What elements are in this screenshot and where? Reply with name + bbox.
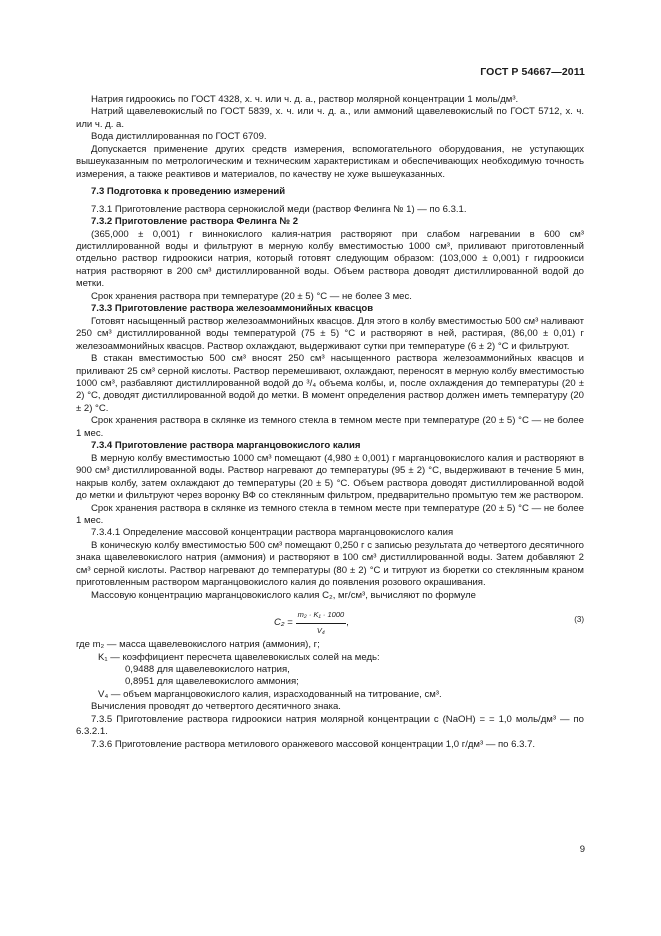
paragraph: Натрий щавелевокислый по ГОСТ 5839, х. ч. или ч. д. а., или аммоний щавелевокислый по ГОСТ 5712, х. ч. или ч. д. а.	[76, 106, 584, 130]
definition-value: 0,8951 для щавелевокислого аммония;	[125, 676, 299, 688]
formula-trail: ,	[346, 616, 349, 628]
paragraph: В коническую колбу вместимостью 500 см³ помещают 0,250 г с записью результата до четвертого десятичного знака щавелевокислого натрия (аммония) и растворяют в 100 см³ дистиллированной воды. Затем добавляют 2 см³ серной кислоты. Раствор нагревают до температуры (80 ± 2) °С и титруют из бюретки со стеклянным краном приготовленным раствором марганцовокислого калия до появления розового окрашивания.	[76, 539, 584, 589]
section-heading-7-3-3: 7.3.3 Приготовление раствора железоаммонийных квасцов	[91, 303, 374, 315]
paragraph: Срок хранения раствора при температуре (20 ± 5) °С — не более 3 мес.	[91, 290, 412, 302]
formula-3	[76, 606, 584, 636]
definition: где m₂ — масса щавелевокислого натрия (аммония), г;	[76, 639, 320, 651]
definition: K₁ — коэффициент пересчета щавелевокислых солей на медь:	[98, 651, 380, 663]
paragraph: (365,000 ± 0,001) г виннокислого калия-натрия растворяют при слабом нагревании в 600 см³ дистиллированной воды и фильтруют в мерную колбу вместимостью 1000 см³, приливают приготовленный отдельно раствор гидроокиси натрия, который готовят следующим образом: (103,000 ± 0,001) г гидроокиси натрия растворяют в 200 см³ дистиллированной воды. Объем раствора доводят дистиллированной водой до метки.	[76, 228, 584, 290]
paragraph: Вода дистиллированная по ГОСТ 6709.	[91, 131, 267, 143]
formula-numerator: m₂ · K₁ · 1000	[296, 609, 347, 623]
paragraph: 7.3.6 Приготовление раствора метилового оранжевого массовой концентрации 1,0 г/дм³ — по 6.3.7.	[91, 738, 536, 750]
paragraph: Готовят насыщенный раствор железоаммонийных квасцов. Для этого в колбу вместимостью 500 см³ наливают 250 см³ дистиллированной воды температурой (75 ± 5) °С и растворяют в ней, растирая, (86,00 ± 0,01) г железоаммонийных квасцов. Раствор охлаждают, выдерживают сутки при температуре (6 ± 2) °С и фильтруют.	[76, 315, 584, 352]
document-body	[76, 94, 584, 751]
paragraph: Натрия гидроокись по ГОСТ 4328, х. ч. или ч. д. а., раствор молярной концентрации 1 моль/дм³.	[91, 94, 519, 105]
formula-denominator: V₄	[316, 625, 325, 635]
page-number: 9	[579, 844, 585, 855]
section-heading-7-3-4: 7.3.4 Приготовление раствора марганцовокислого калия	[91, 440, 361, 452]
paragraph: Срок хранения раствора в склянке из темного стекла в темном месте при температуре (20 ± 5) °С — не более 1 мес.	[76, 502, 584, 526]
formula-lhs: C₂ =	[274, 616, 293, 628]
definition-value: 0,9488 для щавелевокислого натрия,	[125, 664, 290, 676]
formula-expression	[274, 609, 349, 637]
formula-number: (3)	[574, 615, 584, 625]
paragraph: В стакан вместимостью 500 см³ вносят 250 см³ насыщенного раствора железоаммонийных квасцов и приливают 25 см³ серной кислоты. Раствор перемешивают, охлаждают, переносят в мерную колбу вместимостью 1000 см³, разбавляют дистиллированной водой до ³/₄ объема колбы, и, после охлаждения до температуры (20 ± 2) °С, доводят дистиллированной водой до метки. В момент определения раствор должен иметь температуру (20 ± 2) °С.	[76, 353, 584, 414]
formula-fraction	[296, 609, 347, 637]
paragraph: Срок хранения раствора в склянке из темного стекла в темном месте при температуре (20 ± 5) °С — не более 1 мес.	[76, 415, 584, 439]
paragraph: 7.3.5 Приготовление раствора гидроокиси натрия молярной концентрации с (NaOH) = = 1,0 моль/дм³ — по 6.3.2.1.	[76, 713, 584, 738]
section-heading-7-3-2: 7.3.2 Приготовление раствора Фелинга № 2	[91, 216, 299, 228]
section-heading-7-3: 7.3 Подготовка к проведению измерений	[91, 186, 286, 198]
subsection-heading-7-3-4-1: 7.3.4.1 Определение массовой концентрации раствора марганцовокислого калия	[91, 527, 454, 539]
paragraph: Вычисления проводят до четвертого десятичного знака.	[91, 701, 341, 713]
paragraph: Допускается применение других средств измерения, вспомогательного оборудования, не уступающих вышеуказанным по метрологическим и техническим характеристикам и обеспечивающих необходимую точность измерения, а также реактивов и материалов, по качеству не хуже вышеуказанных.	[76, 143, 584, 180]
paragraph: 7.3.1 Приготовление раствора сернокислой меди (раствор Фелинга № 1) — по 6.3.1.	[91, 203, 467, 215]
paragraph: Массовую концентрацию марганцовокислого калия С₂, мг/см³, вычисляют по формуле	[91, 589, 476, 601]
paragraph: В мерную колбу вместимостью 1000 см³ помещают (4,980 ± 0,001) г марганцовокислого калия и растворяют в 900 см³ дистиллированной воды. Раствор нагревают до температуры (95 ± 2) °С, выдерживают в течение 5 мин, накрыв колбу, затем охлаждают до температуры (20 ± 5) °С. Объем раствора доводят дистиллированной водой до метки и фильтруют через воронку ВФ со стеклянным фильтром, предварительно промытую тем же раствором.	[76, 452, 584, 502]
document-code: ГОСТ Р 54667—2011	[480, 66, 585, 78]
definition: V₄ — объем марганцовокислого калия, израсходованный на титрование, см³.	[98, 688, 442, 700]
